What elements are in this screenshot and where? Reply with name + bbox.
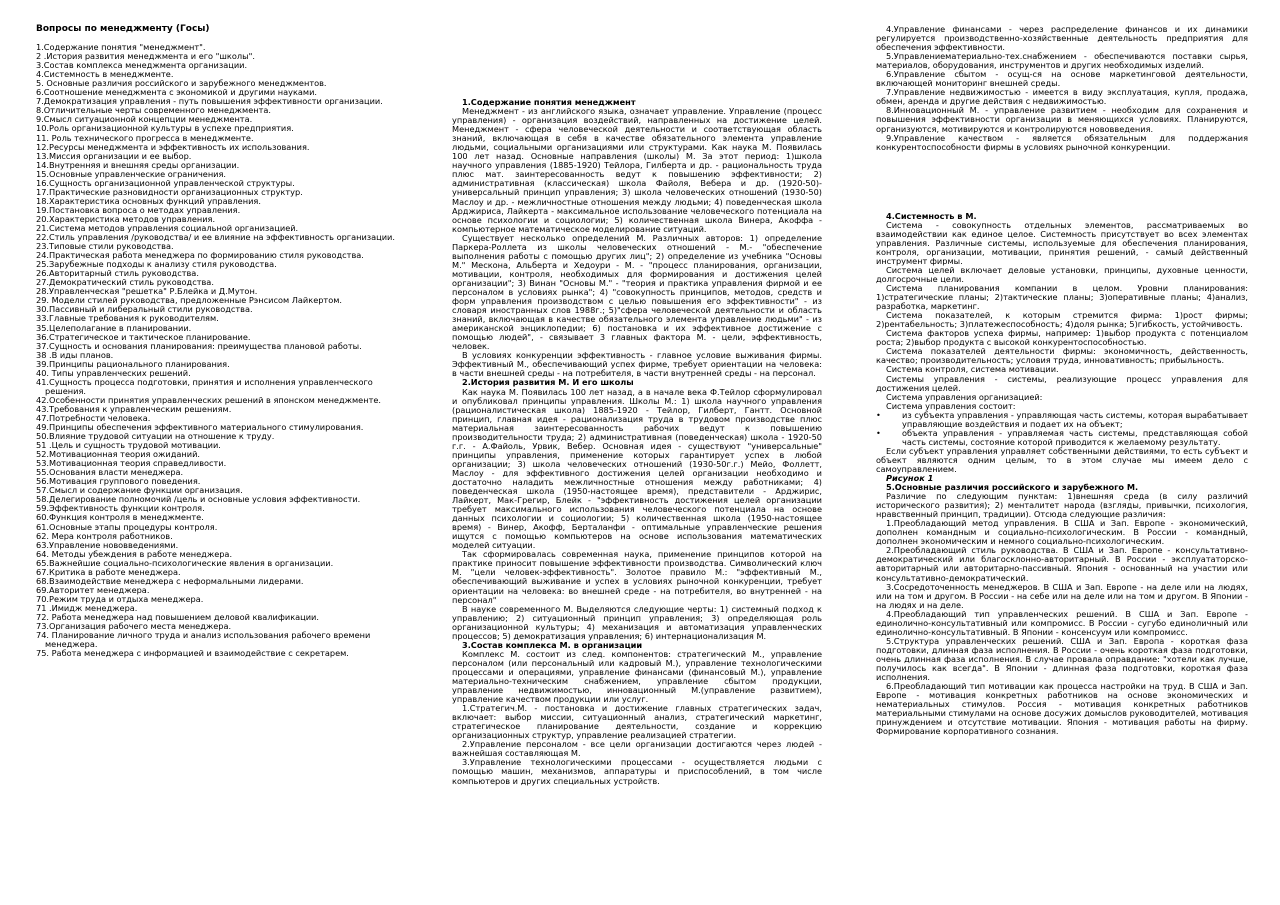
question-item: 42.Особенности принятия управленческих решений в японском менеджменте. [36, 394, 381, 405]
question-item: 52.Мотивационная теория ожиданий. [36, 449, 201, 460]
question-item: 4.Системность в менеджменте. [36, 69, 174, 80]
questions-list [36, 43, 408, 658]
paragraph: В науке современного М. Выделяются следующие черты: 1) системный подход к управлению; 2) ситуационный принцип управления; 3) определяющая роль организационной культуры; 4) механизация и автоматизация управленческих процессов; 5) демократизация управления; 6) интернационализация М. [452, 603, 822, 641]
question-item: 28.Управленческая "решетка" Р.Блейка и Д.Мутон. [36, 286, 258, 297]
question-item: 55.Основания власти менеджера. [36, 467, 184, 478]
question-item: 61.Основные этапы процедуры контроля. [36, 521, 218, 532]
answers-column-2 [876, 25, 1248, 736]
question-item: 36.Стратегическое и тактическое планирование. [36, 331, 251, 342]
section-heading-4: 4.Системность в М. [886, 210, 977, 221]
question-item: 69.Авторитет менеджера. [36, 584, 150, 595]
paragraph: Если субъект управления управляет собственными действиями, то есть субъект и объект являются одним целым, то в этом случае мы имеем дело с самоуправлением. [876, 445, 1248, 474]
paragraph: Различие по следующим пунктам: 1)внешняя среда (в силу различий исторического развития); 2) менталитет народа (взгляды, привычки, психология, нравственный принцип, традиции). Отсюда следующие различия: [876, 491, 1248, 520]
paragraph: 1.Преобладающий метод управления. В США и Зап. Европе - экономический, дополнен командным и социально-психологическим. В России - командный, дополнен экономическим и немного социально-психологическим. [876, 518, 1248, 547]
question-item: 73.Организация рабочего места менеджера. [36, 621, 232, 632]
question-item: 27.Демократический стиль руководства. [36, 277, 214, 288]
question-item: 15.Основные управленческие ограничения. [36, 168, 227, 179]
question-item: 75. Работа менеджера с информацией и взаимодействие с секретарем. [36, 648, 349, 659]
question-item: 13.Миссия организации и ее выбор. [36, 150, 192, 161]
question-item: 10.Роль организационной культуры в успехе предприятия. [36, 123, 294, 134]
question-item: 18.Характеристика основных функций управления. [36, 195, 261, 206]
answers-column-1 [452, 98, 822, 786]
question-item: 26.Авторитарный стиль руководства. [36, 268, 199, 279]
question-item: 56.Мотивация группового поведения. [36, 476, 201, 487]
question-item: 7.Демократизация управления - путь повышения эффективности организации. [36, 96, 383, 107]
figure-space [876, 152, 1248, 212]
question-item: 70.Режим труда и отдыха менеджера. [36, 593, 204, 604]
paragraph: Система планирования компании в целом. Уровни планирования: 1)стратегические планы; 2)тактические планы; 3)оперативные планы; 4)анализ, разработка, маркетинг. [876, 283, 1248, 312]
question-item: 29. Модели стилей руководства, предложенные Рэнсисом Лайкертом. [36, 295, 342, 306]
question-item: 59.Эффективность функции контроля. [36, 503, 205, 514]
question-item: 38 .В иды планов. [36, 349, 114, 360]
bullet-list [876, 411, 1248, 447]
question-item: 33.Главные требования к руководителям. [36, 313, 219, 324]
question-item: 37.Сущность и основания планирования: преимущества плановой работы. [36, 340, 362, 351]
paragraph: Система факторов успеха фирмы, например: 1)выбор продукта с потенциалом роста; 2)выбор продукта с высокой конкурентоспособностью. [876, 328, 1248, 348]
question-item: 71 .Имидж менеджера. [36, 602, 138, 613]
question-item: 14.Внутренняя и внешняя среды организации. [36, 159, 240, 170]
bullet-item: • из субъекта управления - управляющая часть системы, которая вырабатывает управляющие воздействия и подает их на объект; [888, 411, 1248, 429]
questions-column [36, 25, 408, 658]
question-item: 20.Характеристика методов управления. [36, 213, 216, 224]
question-item: 49.Принципы обеспечения эффективного материального стимулирования. [36, 422, 364, 433]
paragraph: 3.Управление технологическими процессами - осуществляется людьми с помощью машин, механизмов, аппаратуры и приспособлений, в том числе компьютеров и других специальных устройств. [452, 757, 822, 786]
paragraph: Существует несколько определений М. Различных авторов: 1) определение Паркера-Роллета из школы человеческих отношений - М.- "обеспечение выполнения работы с помощью других лиц"; 2) определение из учебника "Основы М." Мескона, Альберта и Хедоури - М. - "процесс планирования, организации, мотивации, контроля, необходимых для формирования и достижения целей организации"; 3) Винан "Основы М." - "теория и практика управления фирмой и ее персоналом в условиях рынка"; 4) "совокупность принципов, методов, средств и форм управления производством с целью повышения его эффективности" - из словаря иностранных слов 1988г.; 5)"сфера человеческой деятельности и область знаний, включающая в качестве обязательного элемента управление людьми" - из американской энциклопедии; 6) постановка и их эффективное достижение с помощью людей", - связывает 3 главных фактора М. - цели, эффективность, человек. [452, 232, 822, 352]
paragraph: Менеджмент - из английского языка, означает управление. Управление (процесс управления) - организация воздействий, направленных на достижение целей. Менеджмент - сфера человеческой деятельности и соответствующая область знаний, включающая в себя в качестве обязательного элемента управление людьми, социальными организациями или структурами. Как наука М. Появилась 100 лет назад. Основные направления (школы) М. За этот период: 1)школа научного управления (1885-1920) Тейлора, Гилберта и др. - рациональность труда плюс мат. заинтересованность ведут к повышению эффективности; 2) административная (классическая) школа Файоля, Вебера и др. (1920-50)- универсальный принцип управления; 3) школа человеческих отношений (1930-50) Маслоу и др. - межличностные отношения между людьми; 4) поведенческая школа Арджириса, Лайкерта - максимальное использование человеческого потенциала на основе психологии и социологии; 5) количественная школа Винера, Акоффа - компьютерное математическое моделирование ситуаций. [452, 106, 822, 234]
section-heading-3: 3.Состав комплекса М. в организации [462, 639, 643, 650]
question-item: 64. Методы убеждения в работе менеджера. [36, 548, 233, 559]
question-item: 12.Ресурсы менеджмента и эффективность их использования. [36, 141, 310, 152]
question-item: 40. Типы управленческих решений. [36, 367, 191, 378]
paragraph: Система управления организацией: [886, 391, 1043, 402]
question-item: 9.Смысл ситуационной концепции менеджмента. [36, 114, 253, 125]
question-item: 65.Важнейшие социально-психологические явления в организации. [36, 557, 334, 568]
paragraph: 6.Преобладающий тип мотивации как процесса настройки на труд. В США и Зап. Европе - мотивация конкретных работников на основе экономических и нематериальных стимулов. Россия - мотивация конкретных работников материальными стимулами на основе досужих домыслов руководителей, мотивация принуждением и отсутствие мотивации. Япония - мотивация работы на фирму. Формирование корпоративного сознания. [876, 681, 1248, 737]
question-item: 21.Система методов управления социальной организацией. [36, 222, 299, 233]
question-item: 51 .Цель и сущность трудовой мотивации. [36, 440, 221, 451]
question-item: 8.Отличительные черты современного менеджмента. [36, 105, 271, 116]
paragraph: Система контроля, система мотивации. [886, 364, 1059, 375]
document-title: Вопросы по менеджменту (Госы) [36, 24, 210, 34]
question-item: 30.Пассивный и либеральный стили руководства. [36, 304, 253, 315]
question-item: 11. Роль технического прогресса в менеджменте. [36, 132, 254, 143]
question-item: 2 .История развития менеджмента и его "школы". [36, 51, 255, 62]
question-item: 5. Основные различия российского и зарубежного менеджментов. [36, 78, 327, 89]
paragraph: Система показателей, к которым стремится фирма: 1)рост фирмы; 2)рентабельность; 3)платежеспособность; 4)доля рынка; 5)гибкость, устойчивость. [876, 310, 1248, 330]
bullet-item: • объекта управления - управляемая часть системы, представляющая собой часть системы, состояние которой приводится к желаемому результату. [888, 429, 1248, 447]
question-item: 23.Типовые стили руководства. [36, 241, 174, 252]
paragraph: Система управления состоит: [886, 400, 1016, 411]
question-item: 47.Потребности человека. [36, 412, 151, 423]
question-item: 35.Целеполагание в планировании. [36, 322, 192, 333]
paragraph: 6.Управление сбытом - осущ-ся на основе маркетинговой деятельности, включающей мониторинг внешней среды. [876, 69, 1248, 89]
question-item: 72. Работа менеджера над повышением деловой квалификации. [36, 612, 319, 622]
question-item: 58.Делегирование полномочий /цель и основные условия эффективности. [36, 494, 361, 505]
paragraph: Система целей включает деловые установки, принципы, духовные ценности, долгосрочные цели. [876, 264, 1248, 284]
paragraph: 3.Сосредоточенность менеджеров. В США и Зап. Европе - на деле или на людях, или на том и другом. В России - на себе или на деле или на том и другом. В Японии - на людях и на деле. [876, 581, 1248, 610]
question-item: 68.Взаимодействие менеджера с неформальными лидерами. [36, 575, 304, 586]
question-item: 39.Принципы рационального планирования. [36, 358, 230, 369]
paragraph: Комплекс М. состоит из след. компонентов: стратегический М., управление персоналом (или персональный или кадровый М.), управление технологическими процессами и операциями, управление финансами (финансовый М.), управление материально-техническим снабжением, управление сбытом продукции, управление недвижимостью, инновационный М.(управление развитием), управление качеством продукции или услуг. [452, 648, 822, 705]
question-item: 63.Управление нововведениями. [36, 539, 179, 550]
question-item: 74. Планирование личного труда и анализ использования рабочего времени менеджера. [36, 630, 371, 650]
paragraph: Системы управления - системы, реализующие процесс управления для достижения целей. [876, 373, 1248, 393]
question-item: 62. Мера контроля работников. [36, 530, 173, 541]
section-heading-1: 1.Содержание понятия менеджмент [462, 97, 636, 107]
question-item: 6.Соотношение менеджмента с экономикой и другими науками. [36, 87, 318, 98]
question-item: 41.Сущность процесса подготовки, принятия и исполнения управленческого решения. [36, 376, 373, 396]
figure-caption: Рисунок 1 [886, 473, 934, 484]
section-heading-2: 2.История развития М. И его школы [462, 377, 634, 388]
paragraph: 2.Преобладающий стиль руководства. В США и Зап. Европе - консультативно- демократический или благосклонно-авторитарный. В России - эксплуататорско-авторитарный или авторитарно-пассивный. Япония - основанный на участии или консультативно-демократический. [876, 545, 1248, 583]
paragraph: 5.Управлениематериально-тех.снабжением - обеспечиваются поставки сырья, материалов, оборудования, инструментов и других необходимых изделий. [876, 51, 1248, 71]
question-item: 57.Смысл и содержание функции организация. [36, 485, 243, 496]
paragraph: В условиях конкуренции эффективность - главное условие выживания фирмы. Эффективный М., обеспечивающий успех фирме, требует ориентации на человека: в части внешней среды - на потребителя, в части внутренней среды - на персонал. [452, 350, 822, 379]
question-item: 60.Функция контроля в менеджменте. [36, 512, 204, 523]
paragraph: 7.Управление недвижимостью - имеется в виду эксплуатация, купля, продажа, обмен, аренда и другие действия с недвижимостью. [876, 87, 1248, 107]
question-item: 17.Практические разновидности организационных структур. [36, 186, 303, 197]
paragraph: 4.Управление финансами - через распределение финансов и их динамики регулируется производственно-хозяйственные деятельность предприятия для обеспечения эффективности. [876, 24, 1248, 53]
paragraph: 1.Стратегич.М. - постановка и достижение главных стратегических задач, включает: выбор миссии, ситуационный анализ, стратегический маркетинг, стратегическое планирование деятельности, создание и коррекцию организационных структур, управление реализацией стратегии. [452, 703, 822, 741]
paragraph: Система - совокупность отдельных элементов, рассматриваемых во взаимодействии как единое целое. Системность присутствует во всех элементах управления. Различные системы, используемые для обеспечения планирования, контроля, организации, мотивации, принятия решений, - самый действенный инструмент фирмы. [876, 219, 1248, 266]
question-item: 25.Зарубежные подходы к анализу стиля руководства. [36, 259, 277, 270]
paragraph: Как наука М. Появилась 100 лет назад, а в начале века Ф.Тейлор сформулировал и опубликовал принципы управления. Школы М.: 1) школа научного управления (рационалистическая школа) 1885-1920 - Тейлор, Гилберт, Гантт. Основной принцип, главная идея - рационализация труда в трудовом производстве плюс материальная заинтересованность рабочих ведут к повышению производительности труда; 2) административная (поведенческая) школа - 1920-50 г.г. - А.Файоль, Урвик, Вебер. Основная идея - существуют "универсальные" принципы управления, применение которых гарантирует успех в любой организации; 3) школа человеческих отношений (1930-50г.г.) Мейо, Фоллетт, Маслоу - для эффективного достижения целей организации необходимо и достаточно наладить межличностные отношения между работниками; 4) поведенческая школа (1950-настоящее время), представители - Арджирис, Лайкерт, Мак-Грегир, Блейк - "эффективность достижения целей организации требует максимального использования человеческого потенциала на основе данных психологии и социологии; 5) количественная школа (1950-настоящее время) - Винер, Акофф, Берталанфи - оптимальные управленческие решения ищутся с помощью компьютеров на основе использования математических моделей ситуации. [452, 386, 822, 551]
paragraph: 9.Управление качеством - является обязательным для поддержания конкурентоспособности фирмы в условиях рыночной конкуренции. [876, 132, 1248, 152]
question-item: 16.Сущность организационной управленческой структуры. [36, 177, 295, 188]
question-item: 24.Практическая работа менеджера по формированию стиля руководства. [36, 250, 364, 261]
question-item: 43.Требования к управленческим решениям. [36, 403, 232, 414]
question-item: 1.Содержание понятия "менеджмент". [36, 42, 206, 53]
paragraph: Так сформировалась современная наука, применение принципов которой на практике приносит повышение эффективности производства. Символический ключ М. "цели человек-эффективность". Золотое правило М.: "эффективный М., обеспечивающий выживание и успех в условиях рыночной конкуренции, требует ориентации на человека: во внешней среде - на потребителя, во внутренней - на персонал" [452, 549, 822, 605]
question-item: 19.Постановка вопроса о методах управления. [36, 204, 241, 215]
question-item: 67.Критика в работе менеджера. [36, 566, 181, 577]
paragraph: 2.Управление персоналом - все цели организации достигаются через людей - важнейшая составляющая М. [452, 739, 822, 759]
paragraph: 4.Преобладающий тип управленческих решений. В США и Зап. Европе - единолично-консультативный или компромисс. В России - сугубо единоличный или единолично-консультативный. В Японии - консенсуум или компромисс. [876, 608, 1248, 637]
section-heading-5: 5.Основные различия российского и зарубежного М. [886, 482, 1139, 493]
question-item: 3.Состав комплекса менеджмента организации. [36, 60, 248, 71]
paragraph: 8.Инновационный М. - управление развитием - необходим для сохранения и повышения эффективности организации в меняющихся условиях. Планируются, организуются, мотивируются и контролируются нововведения. [876, 105, 1248, 134]
paragraph: Система показателей деятельности фирмы: экономичность, действенность, качество; производительность; условия труда, инновативность; прибыльность. [876, 346, 1248, 366]
question-item: 22.Стиль управления /руководства/ и ее влияние на эффективность организации. [36, 232, 395, 243]
question-item: 50.Влияние трудовой ситуации на отношение к труду. [36, 431, 275, 442]
question-item: 53.Мотивационная теория справедливости. [36, 458, 227, 469]
paragraph: 5.Структура управленческих решений. США и Зап. Европа - короткая фаза подготовки, длинная фаза исполнения. В России - очень короткая фаза подготовки, очень длинная фаза исполнения. В случае провала оправдание: "хотели как лучше, получилось как всегда". В Японии - длинная фаза подготовки, короткая фаза исполнения. [876, 635, 1248, 683]
